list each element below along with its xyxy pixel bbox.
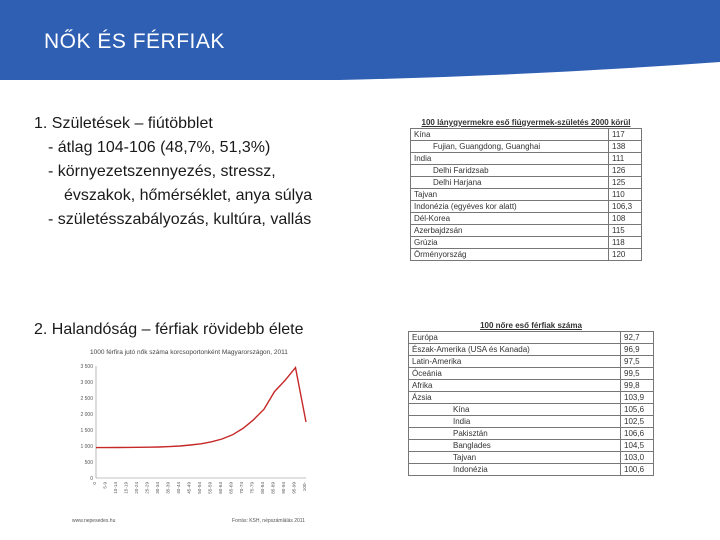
table-row <box>411 189 642 201</box>
age-sex-line-chart <box>62 344 312 516</box>
row-value: 106,6 <box>621 428 654 440</box>
table-row <box>409 392 654 404</box>
row-label: Ázsia <box>409 392 621 404</box>
slide-title: NŐK ÉS FÉRFIAK <box>44 30 225 53</box>
x-tick-label: 0 <box>92 482 97 485</box>
row-value: 96,9 <box>621 344 654 356</box>
row-label: Indonézia (egyéves kor alatt) <box>411 201 609 213</box>
row-value: 120 <box>609 249 642 261</box>
x-tick-label: 100- <box>302 482 307 492</box>
row-value: 103,9 <box>621 392 654 404</box>
row-label: Örményország <box>411 249 609 261</box>
table-row <box>409 452 654 464</box>
table-row <box>409 416 654 428</box>
table-row <box>411 225 642 237</box>
birth-ratio-table <box>410 117 642 261</box>
table-row <box>409 404 654 416</box>
x-tick-label: 40-44 <box>176 482 181 494</box>
table-row <box>409 428 654 440</box>
x-tick-label: 60-64 <box>218 482 223 494</box>
row-label: Banglades <box>409 440 621 452</box>
x-tick-label: 10-14 <box>113 482 118 494</box>
chart-title: 1000 férfira jutó nők száma korcsoportonként Magyarországon, 2011 <box>90 349 288 356</box>
row-label: Európa <box>409 332 621 344</box>
row-value: 138 <box>609 141 642 153</box>
table-row <box>411 201 642 213</box>
row-label: India <box>409 416 621 428</box>
x-tick-label: 5-9 <box>102 482 108 489</box>
bullet-line-5: - születésszabályozás, kultúra, vallás <box>48 211 312 228</box>
table-row <box>411 177 642 189</box>
bullet-line-4: évszakok, hőmérséklet, anya súlya <box>64 187 313 204</box>
row-label: Azerbajdzsán <box>411 225 609 237</box>
table-row <box>411 141 642 153</box>
row-label: Indonézia <box>409 464 621 476</box>
row-label: Kína <box>409 404 621 416</box>
table-row <box>409 344 654 356</box>
row-value: 108 <box>609 213 642 225</box>
x-tick-label: 65-69 <box>228 482 234 494</box>
x-tick-label: 20-24 <box>134 482 139 494</box>
row-value: 99,8 <box>621 380 654 392</box>
row-value: 92,7 <box>621 332 654 344</box>
row-value: 125 <box>609 177 642 189</box>
table-row <box>409 380 654 392</box>
row-label: Grúzia <box>411 237 609 249</box>
table-row <box>411 213 642 225</box>
table-row <box>411 165 642 177</box>
table-row <box>411 129 642 141</box>
footer-right: Forrás: KSH, népszámlálás 2011 <box>232 518 305 524</box>
row-value: 105,6 <box>621 404 654 416</box>
row-value: 118 <box>609 237 642 249</box>
x-tick-label: 55-59 <box>207 482 213 494</box>
table-row <box>409 356 654 368</box>
x-tick-label: 95-99 <box>291 482 297 494</box>
y-tick-label: 2 500 <box>80 396 93 402</box>
x-tick-label: 25-29 <box>144 482 150 494</box>
row-label: Észak-Amerika (USA és Kanada) <box>409 344 621 356</box>
x-tick-label: 30-34 <box>155 482 160 494</box>
table-caption: 100 lánygyermekre eső fiúgyermek-születés 2000 körül <box>421 118 631 127</box>
sex-ratio-table <box>408 320 654 476</box>
row-value: 106,3 <box>609 201 642 213</box>
x-tick-label: 90-94 <box>281 482 286 494</box>
y-tick-label: 1 500 <box>80 428 93 434</box>
row-value: 115 <box>609 225 642 237</box>
row-value: 117 <box>609 129 642 141</box>
x-tick-label: 50-54 <box>197 482 202 494</box>
row-label: Afrika <box>409 380 621 392</box>
table-row <box>411 153 642 165</box>
bullet-line-2: - átlag 104-106 (48,7%, 51,3%) <box>48 139 271 156</box>
y-tick-label: 2 000 <box>80 412 93 418</box>
row-label: India <box>411 153 609 165</box>
row-label: Tajvan <box>411 189 609 201</box>
row-label: Fujian, Guangdong, Guanghai <box>411 141 609 153</box>
title-banner <box>0 0 720 80</box>
row-label: Óceánia <box>409 368 621 380</box>
x-tick-label: 85-89 <box>270 482 276 494</box>
row-label: Dél-Korea <box>411 213 609 225</box>
row-value: 99,5 <box>621 368 654 380</box>
bullet-line-1: 1. Születések – fiútöbblet <box>34 115 213 132</box>
table-row <box>409 332 654 344</box>
y-tick-label: 1 000 <box>80 444 93 450</box>
y-tick-label: 3 500 <box>80 364 93 370</box>
x-tick-label: 15-19 <box>123 482 129 494</box>
row-value: 97,5 <box>621 356 654 368</box>
bullet-line-mortality: 2. Halandóság – férfiak rövidebb élete <box>34 321 304 338</box>
row-value: 102,5 <box>621 416 654 428</box>
x-tick-label: 75-79 <box>249 482 255 494</box>
row-label: Delhi Faridzsab <box>411 165 609 177</box>
table-row <box>409 440 654 452</box>
row-label: Kína <box>411 129 609 141</box>
series-line <box>96 368 306 448</box>
x-tick-label: 45-49 <box>186 482 192 494</box>
row-value: 126 <box>609 165 642 177</box>
row-label: Latin-Amerika <box>409 356 621 368</box>
y-tick-label: 500 <box>84 460 93 466</box>
footer-left: www.nepesedes.hu <box>72 518 116 524</box>
y-tick-label: 3 000 <box>80 380 93 386</box>
x-tick-label: 70-74 <box>239 482 244 494</box>
table-caption: 100 nőre eső férfiak száma <box>480 321 582 330</box>
row-value: 111 <box>609 153 642 165</box>
table-row <box>409 368 654 380</box>
row-label: Pakisztán <box>409 428 621 440</box>
x-tick-label: 35-39 <box>165 482 171 494</box>
row-value: 100,6 <box>621 464 654 476</box>
table-row <box>409 464 654 476</box>
bullet-line-3: - környezetszennyezés, stressz, <box>48 163 276 180</box>
y-tick-label: 0 <box>90 476 93 482</box>
row-label: Tajvan <box>409 452 621 464</box>
row-label: Delhi Harjana <box>411 177 609 189</box>
row-value: 104,5 <box>621 440 654 452</box>
row-value: 103,0 <box>621 452 654 464</box>
x-tick-label: 80-84 <box>260 482 265 494</box>
table-row <box>411 237 642 249</box>
table-row <box>411 249 642 261</box>
row-value: 110 <box>609 189 642 201</box>
